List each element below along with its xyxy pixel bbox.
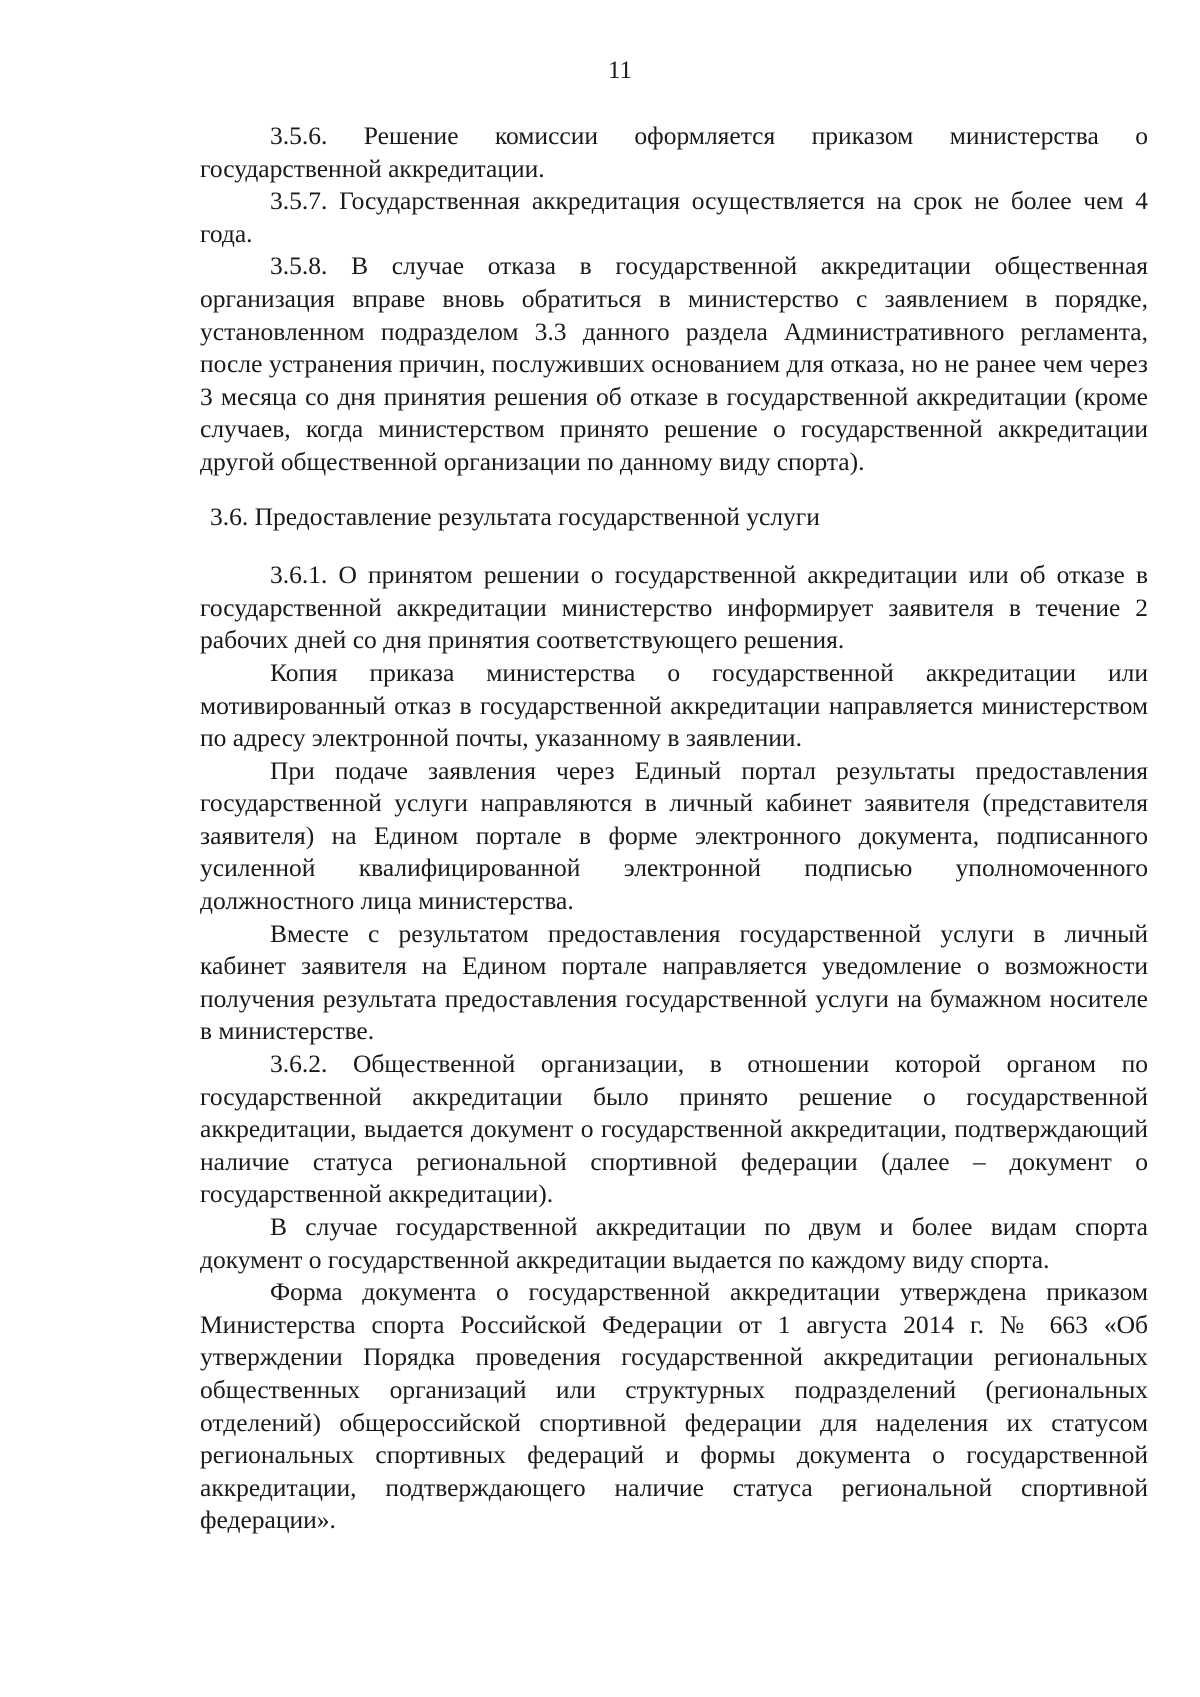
page-number: 11 bbox=[607, 57, 633, 84]
document-body bbox=[200, 120, 1148, 1537]
paragraph-paper-notice: Вместе с результатом предоставления государственной услуги в личный кабинет заявителя на Едином портале направляется уведомление о возможности получения результата предоставления государственной услуги на бумажном носителе в министерстве. bbox=[200, 918, 1148, 1046]
section-heading-3-6: 3.6. Предоставление результата государственной услуги bbox=[210, 501, 820, 531]
paragraph-3-5-8: 3.5.8. В случае отказа в государственной аккредитации общественная организация вправе вновь обратиться в министерство с заявлением в порядке, установленном подразделом 3.3 данного раздела Административного регламента, после устранения причин, послуживших основанием для отказа, но не ранее чем через 3 месяца со дня принятия решения об отказе в государственной аккредитации (кроме случаев, когда министерством принято решение о государственной аккредитации другой общественной организации по данному виду спорта). bbox=[200, 251, 1148, 476]
paragraph-3-5-7: 3.5.7. Государственная аккредитация осуществляется на срок не более чем 4 года. bbox=[200, 186, 1148, 248]
paragraph-3-6-1: 3.6.1. О принятом решении о государственной аккредитации или об отказе в государственной аккредитации министерство информирует заявителя в течение 2 рабочих дней со дня принятия соответствующего решения. bbox=[200, 560, 1148, 655]
paragraph-3-5-6: 3.5.6. Решение комиссии оформляется приказом министерства о государственной аккредитации. bbox=[200, 121, 1148, 183]
paragraph-order-copy: Копия приказа министерства о государственной аккредитации или мотивированный отказ в государственной аккредитации направляется министерством по адресу электронной почты, указанному в заявлении. bbox=[200, 657, 1148, 753]
paragraph-unified-portal: При подаче заявления через Единый портал результаты предоставления государственной услуги направляются в личный кабинет заявителя (представителя заявителя) на Едином портале в форме электронного документа, подписанного усиленной квалифицированной электронной подписью уполномоченного должностного лица министерства. bbox=[200, 755, 1148, 916]
paragraph-multiple-sports: В случае государственной аккредитации по двум и более видам спорта документ о государственной аккредитации выдается по каждому виду спорта. bbox=[200, 1212, 1148, 1274]
paragraph-document-form: Форма документа о государственной аккредитации утверждена приказом Министерства спорта Российской Федерации от 1 августа 2014 г. № 663 «Об утверждении Порядка проведения государственной аккредитации региональных общественных организаций или структурных подразделений (региональных отделений) общероссийской спортивной федерации для наделения их статусом региональных спортивных федераций и формы документа о государственной аккредитации, подтверждающего наличие статуса региональной спортивной федерации». bbox=[200, 1277, 1148, 1535]
paragraph-3-6-2: 3.6.2. Общественной организации, в отношении которой органом по государственной аккредитации было принято решение о государственной аккредитации, выдается документ о государственной аккредитации, подтверждающий наличие статуса региональной спортивной федерации (далее – документ о государственной аккредитации). bbox=[200, 1049, 1148, 1209]
